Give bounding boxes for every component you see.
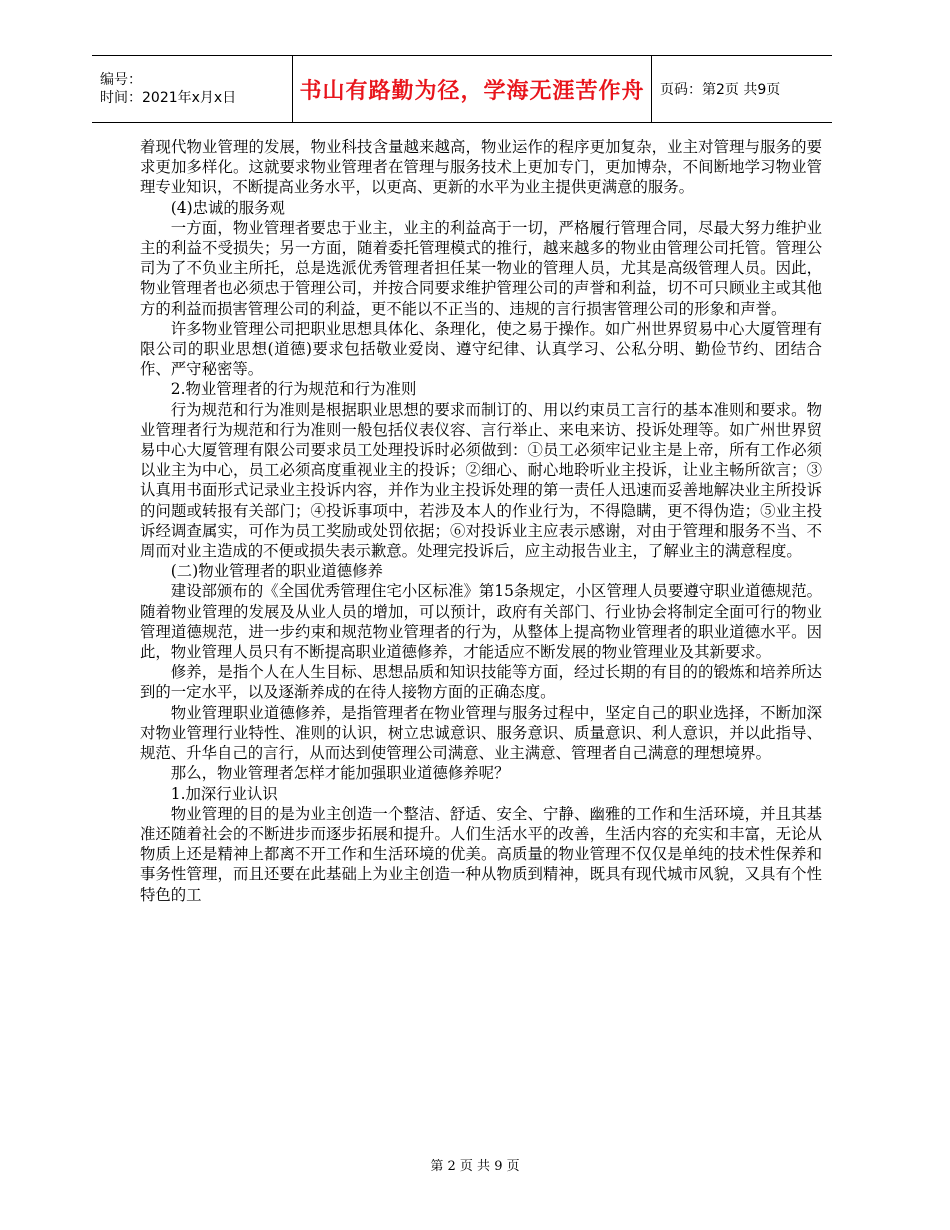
paragraph: 1.加深行业认识	[170, 784, 278, 803]
time-label: 时间：2021年x月x日	[100, 90, 237, 106]
paragraph: (4)忠诚的服务观	[170, 198, 285, 217]
page-footer: 第 2 页 共 9 页	[430, 1159, 520, 1174]
page-header	[92, 55, 832, 123]
document-body	[140, 137, 822, 905]
header-motto-cell	[292, 56, 652, 122]
paragraph: 物业管理的目的是为业主创造一个整洁、舒适、安全、宁静、幽雅的工作和生活环境，并且其基准还随着社会的不断进步而逐步拓展和提升。人们生活水平的改善，生活内容的充实和丰富，无论从物质上还是精神上都离不开工作和生活环境的优美。高质量的物业管理不仅仅是单纯的技术性保养和事务性管理，而且还要在此基础上为业主创造一种从物质到精神，既具有现代城市风貌，又具有个性特色的工	[140, 804, 822, 904]
paragraph: 行为规范和行为准则是根据职业思想的要求而制订的、用以约束员工言行的基本准则和要求。物业管理者行为规范和行为准则一般包括仪表仪容、言行举止、来电来访、投诉处理等。如广州世界贸易中心大厦管理有限公司要求员工处理投诉时必须做到：①员工必须牢记业主是上帝，所有工作必须以业主为中心，员工必须高度重视业主的投诉；②细心、耐心地聆听业主投诉，让业主畅所欲言；③认真用书面形式记录业主投诉内容，并作为业主投诉处理的第一责任人迅速而妥善地解决业主所投诉的问题或转报有关部门；④投诉事项中，若涉及本人的作业行为，不得隐瞒，更不得伪造；⑤业主投诉经调查属实，可作为员工奖励或处罚依据；⑥对投诉业主应表示感谢，对由于管理和服务不当、不周而对业主造成的不便或损失表示歉意。处理完投诉后，应主动报告业主，了解业主的满意程度。	[140, 400, 822, 561]
paragraph: 一方面，物业管理者要忠于业主，业主的利益高于一切，严格履行管理合同，尽最大努力维护业主的利益不受损失；另一方面，随着委托管理模式的推行，越来越多的物业由管理公司托管。管理公司为了不负业主所托，总是选派优秀管理者担任某一物业的管理人员，尤其是高级管理人员。因此，物业管理者也必须忠于管理公司，并按合同要求维护管理公司的声誉和利益，切不可只顾业主或其他方的利益而损害管理公司的利益，更不能以不正当的、违规的言行损害管理公司的形象和声誉。	[140, 218, 822, 318]
paragraph: (二)物业管理者的职业道德修养	[170, 562, 383, 581]
motto: 书山有路勤为径，学海无涯苦作舟	[299, 78, 645, 104]
page-indicator: 页码：第2页 共9页	[660, 82, 781, 98]
header-meta	[92, 56, 292, 122]
paragraph: 修养，是指个人在人生目标、思想品质和知识技能等方面，经过长期的有目的的锻炼和培养所达到的一定水平，以及逐渐养成的在待人接物方面的正确态度。	[140, 663, 822, 702]
paragraph: 那么，物业管理者怎样才能加强职业道德修养呢？	[170, 764, 510, 783]
paragraph: 建设部颁布的《全国优秀管理住宅小区标准》第15条规定，小区管理人员要遵守职业道德规范。随着物业管理的发展及从业人员的增加，可以预计，政府有关部门、行业协会将制定全面可行的物业管理道德规范，进一步约束和规范物业管理者的行为，从整体上提高物业管理者的职业道德水平。因此，物业管理人员只有不断提高职业道德修养，才能适应不断发展的物业管理业及其新要求。	[140, 582, 822, 662]
paragraph: 2.物业管理者的行为规范和行为准则	[170, 380, 417, 399]
paragraph: 着现代物业管理的发展，物业科技含量越来越高，物业运作的程序更加复杂，业主对管理与服务的要求更加多样化。这就要求物业管理者在管理与服务技术上更加专门，更加博杂，不间断地学习物业管理专业知识，不断提高业务水平，以更高、更新的水平为业主提供更满意的服务。	[140, 138, 822, 197]
header-page-cell	[652, 56, 832, 122]
number-label: 编号：	[100, 72, 142, 88]
paragraph: 物业管理职业道德修养，是指管理者在物业管理与服务过程中，坚定自己的职业选择，不断加深对物业管理行业特性、准则的认识，树立忠诚意识、服务意识、质量意识、利人意识，并以此指导、规范、升华自己的言行，从而达到使管理公司满意、业主满意、管理者自己满意的理想境界。	[140, 703, 822, 763]
paragraph: 许多物业管理公司把职业思想具体化、条理化，使之易于操作。如广州世界贸易中心大厦管理有限公司的职业思想(道德)要求包括敬业爱岗、遵守纪律、认真学习、公私分明、勤俭节约、团结合作、严守秘密等。	[140, 319, 822, 379]
